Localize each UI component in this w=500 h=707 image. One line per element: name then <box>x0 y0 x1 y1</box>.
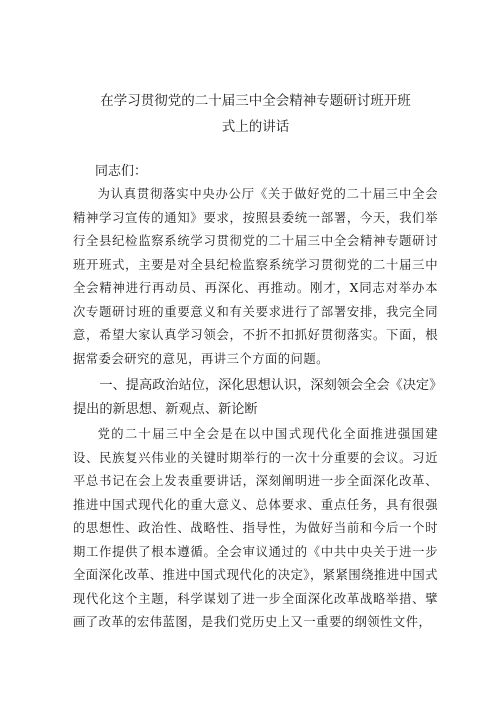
document-title <box>73 88 438 140</box>
title-line-1: 在学习贯彻党的二十届三中全会精神专题研讨班开班 <box>100 93 411 109</box>
title-line-2: 式上的讲话 <box>221 119 290 135</box>
salutation: 同志们： <box>95 164 148 179</box>
opening-paragraph: 为认真贯彻落实中央办公厅《关于做好党的二十届三中全会精神学习宣传的通知》要求，按照县委统一部署，今天，我们举行全县纪检监察系统学习贯彻党的二十届三中全会精神专题研讨班开班式，主要是对全县纪检监察系统学习贯彻党的二十届三中全会精神进行再动员、再深化、再推动。刚才，X同志对举办本次专题研讨班的重要意义和有关要求进行了部署安排，我完全同意，希望大家认真学习领会，不折不扣抓好贯彻落实。下面，根据常委会研究的意见，再讲三个方面的问题。 <box>73 187 438 366</box>
section-1-paragraph: 党的二十届三中全会是在以中国式现代化全面推进强国建设、民族复兴伟业的关键时期举行的一次十分重要的会议。习近平总书记在会上发表重要讲话，深刻阐明进一步全面深化改革、推进中国式现代化的重大意义、总体要求、重点任务，具有很强的思想性、政治性、战略性、指导性，为做好当前和今后一个时期工作提供了根本遵循。全会审议通过的《中共中央关于进一步全面深化改革、推进中国式现代化的决定》，紧紧围绕推进中国式现代化这个主题，科学谋划了进一步全面深化改革战略举措、擘画了改革的宏伟蓝图，是我们党历史上又一重要的纲领性文件， <box>73 427 438 629</box>
section-heading-1: 一、提高政治站位，深化思想认识，深刻领会全会《决定》提出的新思想、新观点、新论断 <box>73 378 436 417</box>
